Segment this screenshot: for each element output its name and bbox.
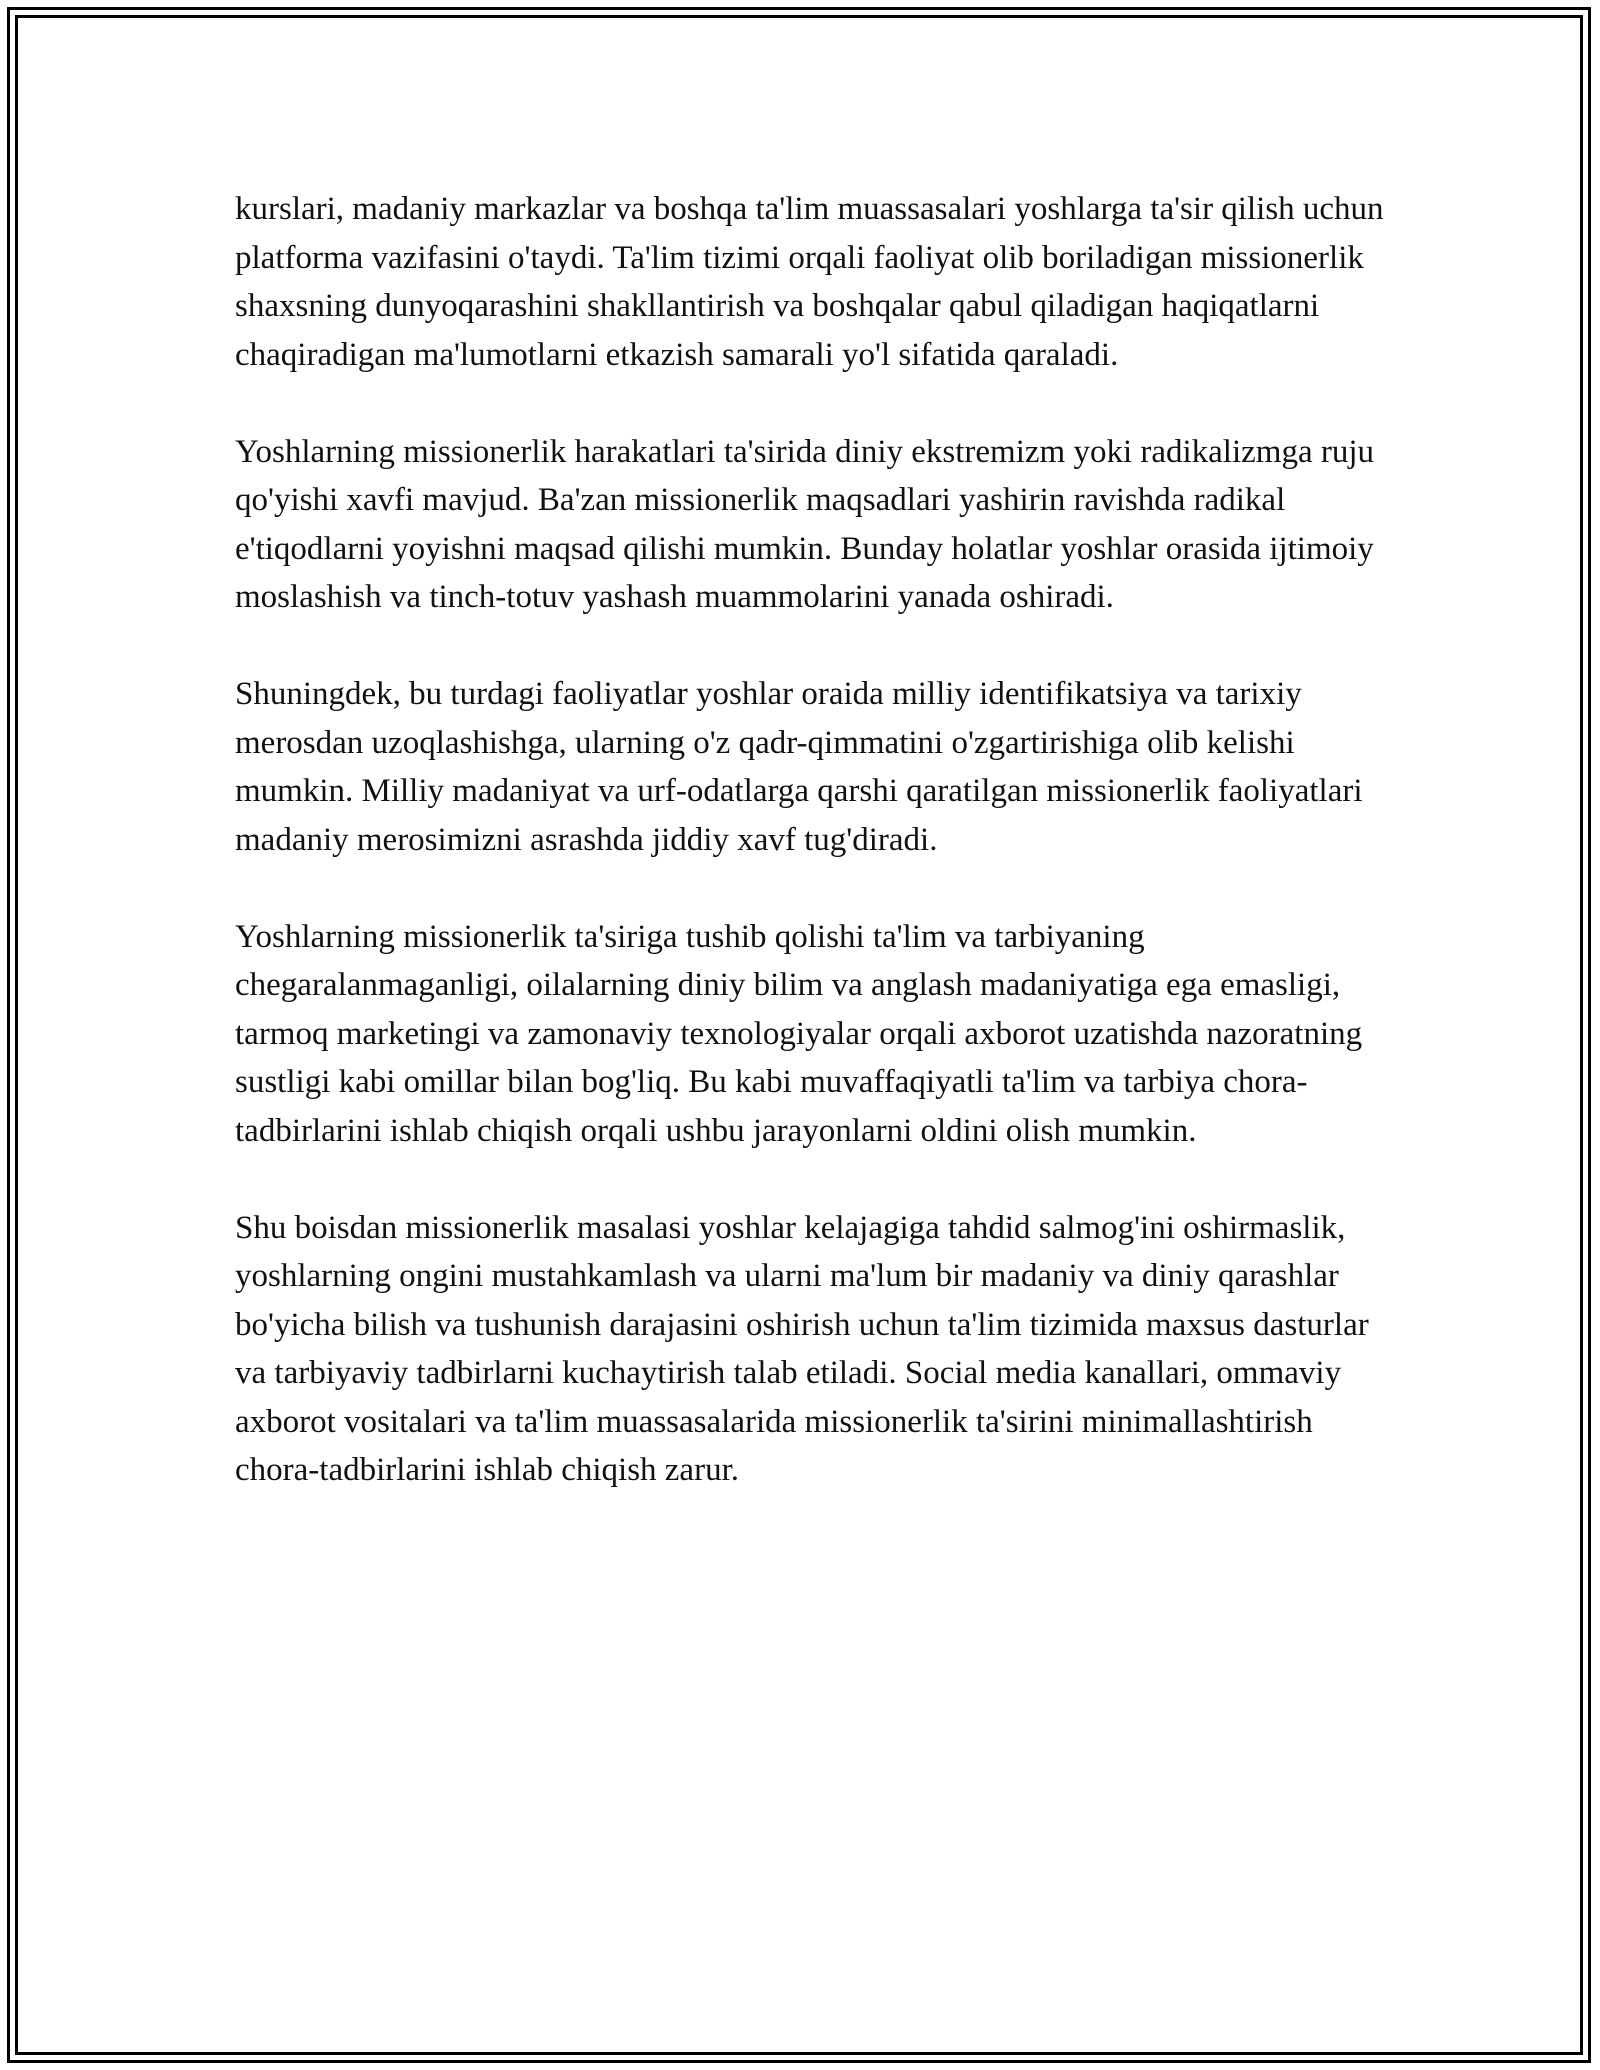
paragraph-4: Yoshlarning missionerlik ta'siriga tushib qolishi ta'lim va tarbiyaning chegaralanmaganligi, oilalarning diniy bilim va anglash madaniyatiga ega emasligi, tarmoq marketingi va zamonaviy texnologiyalar orqali axborot uzatishda nazoratning sustligi kabi omillar bilan bog'liq. Bu kabi muvaffaqiyatli ta'lim va tarbiya chora-tadbirlarini ishlab chiqish orqali ushbu jarayonlarni oldini olish mumkin. <box>235 918 1363 1149</box>
paragraph-1: kurslari, madaniy markazlar va boshqa ta'lim muassasalari yoshlarga ta'sir qilish uchun platforma vazifasini o'taydi. Ta'lim tizimi orqali faoliyat olib boriladigan missionerlik shaxsning dunyoqarashini shakllantirish va boshqalar qabul qiladigan haqiqatlarni chaqiradigan ma'lumotlarni etkazish samarali yo'l sifatida qaraladi. <box>235 191 1384 373</box>
paragraph-3: Shuningdek, bu turdagi faoliyatlar yoshlar oraida milliy identifikatsiya va tarixiy merosdan uzoqlashishga, ularning o'z qadr-qimmatini o'zgartirishiga olib kelishi mumkin. Milliy madaniyat va urf-odatlarga qarshi qaratilgan missionerlik faoliyatlari madaniy merosimizni asrashda jiddiy xavf tug'diradi. <box>235 676 1363 858</box>
paragraph-2: Yoshlarning missionerlik harakatlari ta'sirida diniy ekstremizm yoki radikalizmga ruju qo'yishi xavfi mavjud. Ba'zan missionerlik maqsadlari yashirin ravishda radikal e'tiqodlarni yoyishni maqsad qilishi mumkin. Bunday holatlar yoshlar orasida ijtimoiy moslashish va tinch-totuv yashash muammolarini yanada oshiradi. <box>235 433 1375 615</box>
paragraph-5: Shu boisdan missionerlik masalasi yoshlar kelajagiga tahdid salmog'ini oshirmaslik, yoshlarning ongini mustahkamlash va ularni ma'lum bir madaniy va diniy qarashlar bo'yicha bilish va tushunish darajasini oshirish uchun ta'lim tizimida maxsus dasturlar va tarbiyaviy tadbirlarni kuchaytirish talab etiladi. Social media kanallari, ommaviy axborot vositalari va ta'lim muassasalarida missionerlik ta'sirini minimallashtirish chora-tadbirlarini ishlab chiqish zarur. <box>235 1209 1369 1488</box>
document-body <box>235 185 1395 1543</box>
